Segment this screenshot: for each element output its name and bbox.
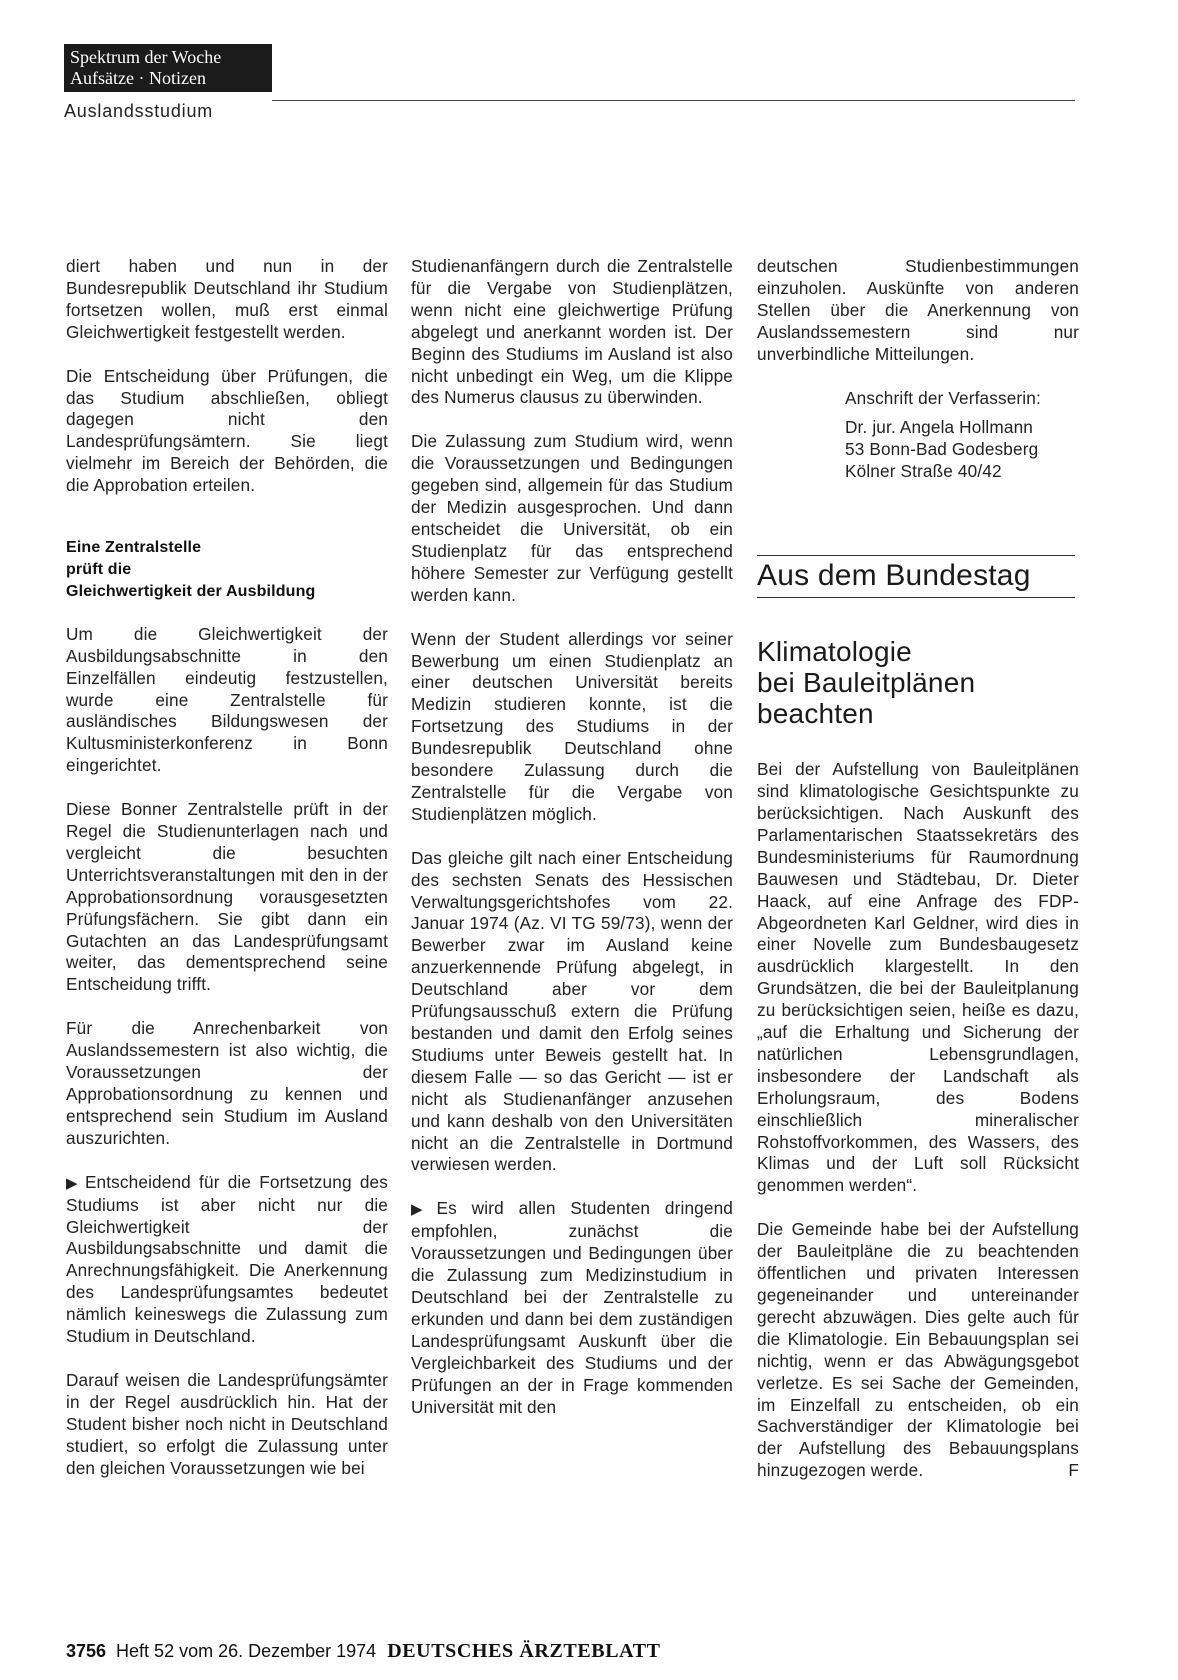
- paragraph: Die Zulassung zum Studium wird, wenn die Voraussetzungen und Bedingungen gegeben sind, allgemein für das Studium der Medizin ausgesprochen. Und dann entscheidet die Universität, ob ein Studienplatz für das entsprechend höhere Semester zur Verfügung gestellt werden kann.: [411, 431, 733, 605]
- paragraph: Die Entscheidung über Prüfungen, die das Studium abschließen, obliegt dagegen nicht den Landesprüfungsämtern. Sie liegt vielmehr im Bereich der Behörden, die die Approbation erteilen.: [66, 365, 388, 496]
- paragraph: Wenn der Student allerdings vor seiner Bewerbung um einen Studienplatz an einer deutschen Universität bereits Medizin studieren konnte, ist die Fortsetzung des Studiums in der Bundesrepublik Deutschland ohne besondere Zulassung durch die Zentralstelle für die Vergabe von Studienplätzen möglich.: [411, 628, 733, 824]
- page-number: 3756: [66, 1641, 107, 1661]
- column-1: [66, 256, 388, 1480]
- paragraph: Um die Gleichwertigkeit der Ausbildungsabschnitte in den Einzelfällen eindeutig festzustellen, wurde eine Zentralstelle für ausländisches Bildungswesen der Kultusministerkonferenz in Bonn eingerichtet.: [66, 623, 388, 776]
- triangle-arrow-icon: ▶: [66, 1174, 81, 1192]
- author-signature: F: [1068, 1460, 1079, 1481]
- rubric-title: Aus dem Bundestag: [757, 559, 1031, 593]
- paragraph: deutschen Studienbestimmungen einzuholen. Auskünfte von anderen Stellen über die Anerkennung von Auslandssemestern sind nur unverbindliche Mitteilungen.: [757, 256, 1079, 364]
- paragraph-text: Die Gemeinde habe bei der Aufstellung der Bauleitpläne die zu beachtenden öffentlichen und privaten Interessen gegeneinander und untereinander gerecht abzuwägen. Dies gelte auch für die Klimatologie. Ein Bebauungsplan sei nichtig, wenn er das Abwägungsgebot verletze. Es sei Sache der Gemeinden, im Einzelfall zu entscheiden, ob ein Sachverständiger der Klimatologie bei der Aufstellung des Bebauungsplans hinzugezogen werde.: [757, 1219, 1079, 1481]
- paragraph-text: Entscheidend für die Fortsetzung des Studiums ist aber nicht nur die Gleichwertigkeit der Ausbildungsabschnitte und damit die Anrechnungsfähigkeit. Die Anerkennung des Landesprüfungsamtes bedeutet nämlich keineswegs die Zulassung zum Studium in Deutschland.: [66, 1171, 389, 1347]
- paragraph: Darauf weisen die Landesprüfungsämter in der Regel ausdrücklich hin. Hat der Student bisher noch nicht in Deutschland studiert, so erfolgt die Zulassung unter den gleichen Voraussetzungen wie bei: [66, 1369, 388, 1478]
- paragraph: Bei der Aufstellung von Bauleitplänen sind klimatologische Gesichtspunkte zu berücksichtigen. Nach Auskunft des Parlamentarischen Staatssekretärs des Bundesministeriums für Raumordnung Bauwesen und Städtebau, Dr. Dieter Haack, auf eine Anfrage des FDP-Abgeordneten Karl Geldner, wird dies in einer Novelle zum Bundesbaugesetz ausdrücklich klargestellt. In den Grundsätzen, die bei der Bauleitplanung zu berücksichtigen seien, heiße es dazu, „auf die Erhaltung und Sicherung der natürlichen Lebensgrundlagen, insbesondere der Landschaft als Erholungsraum, des Bodens einschließlich mineralischer Rohstoffvorkommen, des Wassers, des Klimas und der Luft soll Rücksicht genommen werden“.: [757, 759, 1079, 1196]
- paragraph: [757, 1219, 1079, 1482]
- paragraph: diert haben und nun in der Bundesrepublik Deutschland ihr Studium fortsetzen wollen, muß erst einmal Gleichwertigkeit festgestellt werden.: [66, 256, 388, 342]
- paragraph: Das gleiche gilt nach einer Entscheidung des sechsten Senats des Hessischen Verwaltungsgerichtshofes vom 22. Januar 1974 (Az. VI TG 59/73), wenn der Bewerber zwar im Ausland keine anzuerkennende Prüfung abgelegt, in Deutschland aber vor dem Prüfungsausschuß extern die Prüfung bestanden und damit den Erfolg seines Studiums unter Beweis gestellt hat. In diesem Falle — so das Gericht — ist er nicht als Studienanfänger anzusehen und kann deshalb von den Universitäten nicht an die Zentralstelle in Dortmund verwiesen werden.: [411, 847, 733, 1175]
- subheading-line: Eine Zentralstelle: [66, 539, 202, 557]
- paragraph: Studienanfängern durch die Zentralstelle für die Vergabe von Studienplätzen, wenn nicht eine gleichwertige Prüfung abgelegt und anerkannt worden ist. Der Beginn des Studiums im Ausland ist also nicht unbedingt ein Weg, um die Klippe des Numerus clausus zu überwinden.: [411, 256, 733, 408]
- triangle-arrow-icon: ▶: [411, 1201, 433, 1219]
- address-line: Dr. jur. Angela Hollmann: [845, 417, 1033, 438]
- paragraph: [66, 1172, 388, 1348]
- headline-line: Klimatologie: [757, 636, 912, 668]
- rubric-rule-bottom: [757, 597, 1075, 598]
- header-rule: [272, 100, 1075, 101]
- headline-line: beachten: [757, 698, 874, 730]
- subheading: [66, 537, 388, 603]
- masthead-line-1: Spektrum der Woche: [70, 47, 222, 67]
- article-headline: [757, 636, 1079, 729]
- page-footer: [66, 1640, 661, 1663]
- paragraph: Diese Bonner Zentralstelle prüft in der Regel die Studienunterlagen nach und vergleicht die besuchten Unterrichtsveranstaltungen mit den in der Approbationsordnung vorausgesetzten Prüfungsfächern. Sie gibt dann ein Gutachten an das Landesprüfungsamt weiter, das dementsprechend seine Entscheidung trifft.: [66, 799, 388, 995]
- address-line: Kölner Straße 40/42: [845, 461, 1002, 482]
- journal-name: DEUTSCHES ÄRZTEBLATT: [387, 1640, 661, 1662]
- paragraph-text: Es wird allen Studenten dringend empfohlen, zunächst die Voraussetzungen und Bedingungen über die Zulassung zum Medizinstudium in Deutschland bei der Zentralstelle zu erkunden und dann bei dem zuständigen Landesprüfungsamt Auskunft über die Vergleichbarkeit des Studiums und der Prüfungen an der in Frage kommenden Universität mit den: [411, 1198, 733, 1417]
- column-3: [757, 256, 1079, 1482]
- paragraph: Für die Anrechenbarkeit von Auslandssemestern ist also wichtig, die Voraussetzungen der Approbationsordnung zu kennen und entsprechend sein Studium im Ausland auszurichten.: [66, 1018, 388, 1148]
- address-line: 53 Bonn-Bad Godesberg: [845, 439, 1039, 460]
- address-label: Anschrift der Verfasserin:: [845, 387, 1041, 408]
- subheading-line: Gleichwertigkeit der Ausbildung: [66, 582, 316, 600]
- section-label: Auslandsstudium: [64, 101, 214, 121]
- column-2: [411, 256, 733, 1418]
- author-address: [757, 388, 1079, 484]
- paragraph: [411, 1198, 733, 1418]
- headline-line: bei Bauleitplänen: [757, 667, 976, 699]
- masthead-line-2: Aufsätze · Notizen: [70, 68, 206, 88]
- issue-info: Heft 52 vom 26. Dezember 1974: [116, 1641, 377, 1661]
- subheading-line: prüft die: [66, 560, 132, 578]
- masthead: [64, 44, 272, 92]
